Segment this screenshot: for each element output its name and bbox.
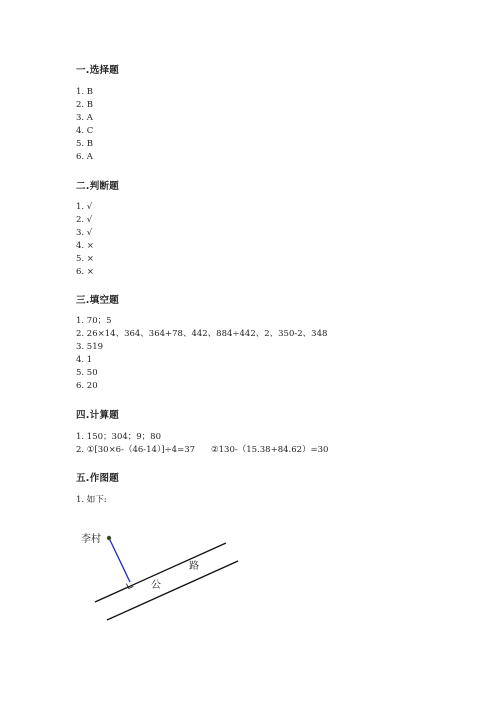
fill-answer-6: 6. 20 [76, 381, 98, 391]
judge-answer-3: 3. √ [76, 228, 93, 238]
section-title-calc: 四.计算题 [76, 410, 120, 421]
judge-answer-5: 5. × [76, 254, 94, 264]
judge-answer-1: 1. √ [76, 202, 93, 212]
judge-answer-4: 4. × [76, 241, 94, 251]
calc-answer-1: 1. 150；304；9；80 [76, 432, 161, 442]
road-upper-edge [95, 543, 226, 602]
calc-answer-2-part-1: 2. ①[30×6-（46-14）]÷4=37 [76, 445, 196, 455]
section-title-choice: 一.选择题 [76, 65, 120, 76]
fill-answer-1: 1. 70；5 [76, 316, 112, 326]
perpendicular-line [109, 538, 130, 582]
calc-answer-2-part-2: ②130-（15.38+84.62）=30 [211, 445, 329, 455]
choice-answer-1: 1. B [76, 87, 94, 97]
fill-answer-3: 3. 519 [76, 342, 104, 352]
section-title-fill: 三.填空题 [76, 295, 120, 306]
fill-answer-4: 4. 1 [76, 355, 93, 365]
fill-answer-5: 5. 50 [76, 368, 98, 378]
drawing-answer-1: 1. 如下: [76, 495, 107, 505]
fill-answer-2: 2. 26×14、364、364+78、442、884÷442、2、350-2、348 [76, 329, 328, 339]
road-lower-edge [107, 561, 238, 620]
road-label-lu: 路 [189, 561, 199, 572]
choice-answer-6: 6. A [76, 152, 93, 162]
village-label: 李村 [81, 534, 101, 545]
choice-answer-2: 2. B [76, 100, 94, 110]
section-title-judge: 二.判断题 [76, 181, 120, 192]
calc-answer-2 [76, 444, 328, 457]
road-label-gong: 公 [151, 580, 161, 591]
choice-answer-4: 4. C [76, 126, 94, 136]
judge-answer-6: 6. × [76, 267, 94, 277]
village-point [107, 536, 111, 540]
section-title-drawing: 五.作图题 [76, 473, 120, 484]
choice-answer-5: 5. B [76, 139, 94, 149]
judge-answer-2: 2. √ [76, 215, 93, 225]
choice-answer-3: 3. A [76, 113, 93, 123]
road-diagram [70, 520, 250, 630]
